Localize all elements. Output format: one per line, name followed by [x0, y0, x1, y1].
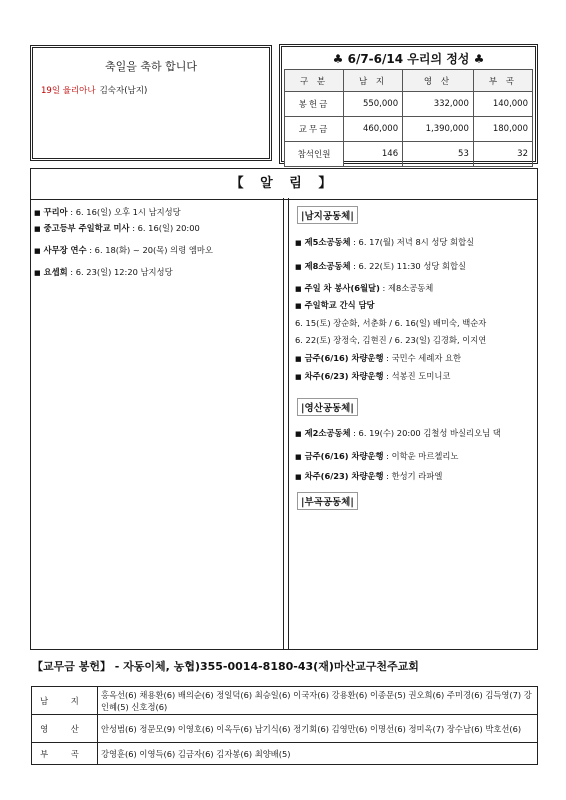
bullet-icon: ■: [295, 355, 302, 363]
tithe-names: 강영훈(6) 이영득(6) 김금자(6) 김자봉(6) 최양배(5): [98, 743, 538, 765]
offering-row-label: 교무금: [285, 117, 344, 142]
offering-value: 146: [344, 142, 403, 167]
offering-value: 1,390,000: [403, 117, 474, 142]
offering-value: 32: [473, 142, 532, 167]
offering-header-cell: 남 지: [344, 70, 403, 92]
tithe-row-label: 부 곡: [32, 743, 98, 765]
bullet-icon: ■: [295, 373, 302, 381]
tithe-title: 【교무금 봉헌】 - 자동이체, 농협)355-0014-8180-43(재)마산교구천주교회: [32, 660, 419, 673]
offering-row: [285, 92, 533, 117]
offering-value: 140,000: [473, 92, 532, 117]
birthday-person: 김숙자(남지): [99, 86, 148, 96]
yeongsan-community-header: |영산공동체|: [297, 398, 358, 416]
notice-right-column: [288, 198, 538, 650]
snack-line: 6. 15(토) 장순화, 서춘화 / 6. 16(일) 배미숙, 백순자: [295, 318, 487, 328]
tithe-row: [32, 743, 538, 765]
tithe-names: 안성범(6) 정문모(9) 이영호(6) 이옥두(6) 남기식(6) 정기회(6) 김영만(6) 이명선(6) 정미옥(7) 장수남(6) 박호선(6): [98, 715, 538, 743]
notice-item: ■ 요셉회 : 6. 23(일) 12:20 남지성당: [34, 267, 173, 277]
offering-row-label: 봉헌금: [285, 92, 344, 117]
notice-item: ■ 금주(6/16) 차량운행 : 이학운 마르첼리노: [295, 451, 459, 461]
bullet-icon: ■: [295, 285, 302, 293]
offering-header-cell: 영 산: [403, 70, 474, 92]
notice-item: ■ 제2소공동체 : 6. 19(수) 20:00 김철성 바실리오님 댁: [295, 428, 501, 438]
bullet-icon: ■: [34, 209, 41, 217]
bullet-icon: ■: [295, 430, 302, 438]
offering-value: 53: [403, 142, 474, 167]
tithe-row: [32, 715, 538, 743]
offering-row-label: 참석인원: [285, 142, 344, 167]
notice-item: ■ 차주(6/23) 차량운행 : 석봉진 도미니코: [295, 371, 451, 381]
birthday-box: [30, 45, 272, 161]
tithe-row: [32, 687, 538, 715]
bullet-icon: ■: [295, 473, 302, 481]
notice-item: ■ 주일학교 간식 담당: [295, 300, 375, 310]
bullet-icon: ■: [34, 225, 41, 233]
bugok-community-header: |부곡공동체|: [297, 492, 358, 510]
tithe-table: [31, 686, 538, 765]
notice-left-column: [30, 198, 284, 650]
offering-row: [285, 142, 533, 167]
notice-title: 【 알 림 】: [31, 169, 537, 200]
notice-item: ■ 꾸리아 : 6. 16(일) 오후 1시 남지성당: [34, 207, 181, 217]
offering-value: 460,000: [344, 117, 403, 142]
notice-item: ■ 사무장 연수 : 6. 18(화) ~ 20(목) 의령 엠마오: [34, 245, 213, 255]
tithe-names: 홍옥선(6) 채용환(6) 배의순(6) 정일덕(6) 최승일(6) 이국자(6) 강용환(6) 이종문(5) 권오희(6) 주미경(6) 김득영(7) 강인혜(5) 신호정(6): [98, 687, 538, 715]
offering-header-cell: 구 분: [285, 70, 344, 92]
birthday-entry: [41, 84, 147, 96]
birthday-title: 축일을 축하 합니다: [104, 60, 197, 73]
offering-value: 332,000: [403, 92, 474, 117]
snack-line: 6. 22(토) 장정숙, 김현진 / 6. 23(일) 김경화, 이지연: [295, 335, 487, 345]
notice-item: ■ 차주(6/23) 차량운행 : 한성기 라파엘: [295, 471, 443, 481]
offering-value: 550,000: [344, 92, 403, 117]
offering-header-cell: 부 곡: [473, 70, 532, 92]
bullet-icon: ■: [34, 247, 41, 255]
bullet-icon: ■: [295, 239, 302, 247]
notice-item: ■ 주일 차 봉사(6월달) : 제8소공동체: [295, 283, 434, 293]
offering-row: [285, 117, 533, 142]
notice-item: ■ 중고등부 주일학교 미사 : 6. 16(일) 20:00: [34, 223, 200, 233]
notice-item: ■ 금주(6/16) 차량운행 : 국민수 세례자 요한: [295, 353, 462, 363]
bullet-icon: ■: [295, 453, 302, 461]
namji-community-header: |남지공동체|: [297, 206, 358, 224]
birthday-date-saint: 19일 율리아나: [41, 86, 96, 96]
offering-table: [284, 69, 533, 167]
bullet-icon: ■: [295, 263, 302, 271]
notice-item: ■ 제8소공동체 : 6. 22(토) 11:30 성당 회합실: [295, 261, 467, 271]
offering-header-row: [285, 70, 533, 92]
bullet-icon: ■: [34, 269, 41, 277]
tithe-row-label: 남 지: [32, 687, 98, 715]
offering-title: ♣ 6/7-6/14 우리의 정성 ♣: [332, 52, 485, 66]
offering-box: [279, 44, 538, 164]
bullet-icon: ■: [295, 302, 302, 310]
notice-item: ■ 제5소공동체 : 6. 17(월) 저녁 8시 성당 회합실: [295, 237, 475, 247]
offering-value: 180,000: [473, 117, 532, 142]
tithe-row-label: 영 산: [32, 715, 98, 743]
